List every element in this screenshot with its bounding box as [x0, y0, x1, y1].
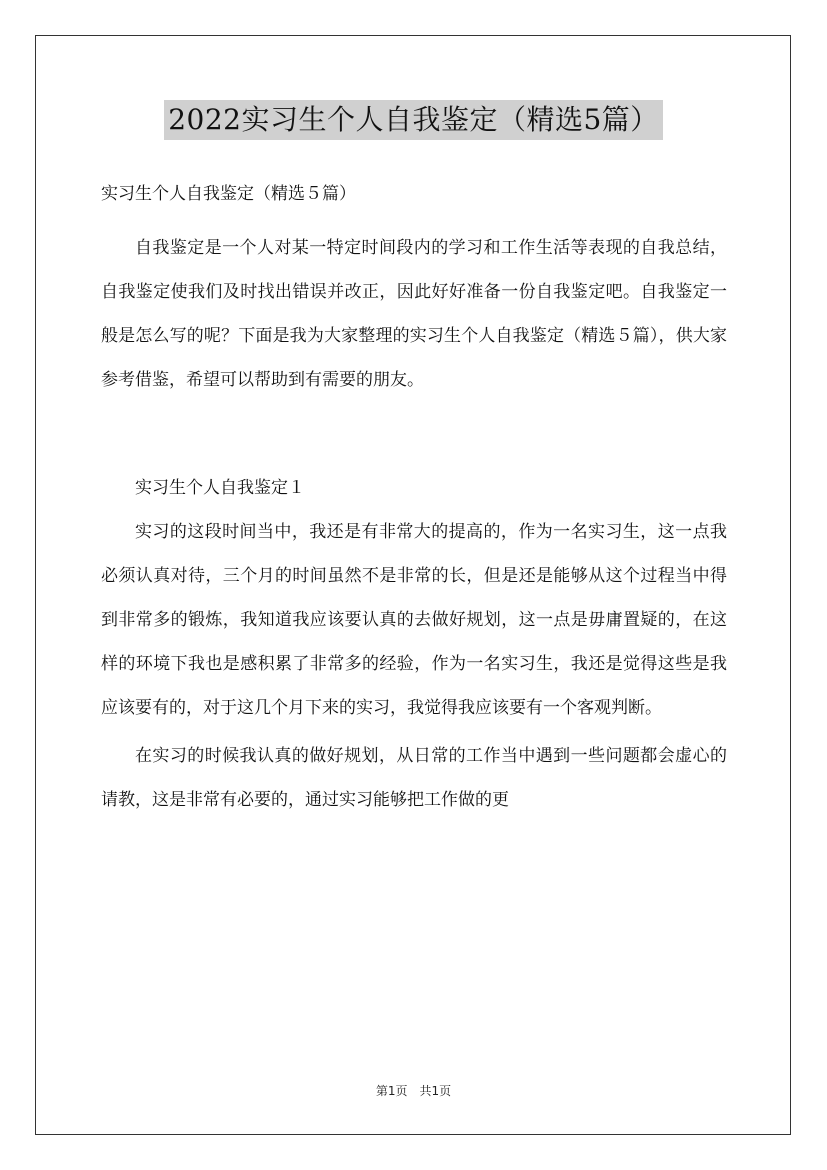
- section1-paragraph-2: 在实习的时候我认真的做好规划，从日常的工作当中遇到一些问题都会虚心的请教，这是非常有必要的，通过实习能够把工作做的更: [101, 746, 727, 810]
- document-subtitle: 实习生个人自我鉴定（精选５篇）: [101, 184, 356, 204]
- section-heading-1: 实习生个人自我鉴定１: [135, 478, 305, 498]
- document-title: 2022实习生个人自我鉴定（精选5篇）: [164, 100, 663, 140]
- document-body: [101, 172, 727, 822]
- section1-paragraph-1: 实习的这段时间当中，我还是有非常大的提高的，作为一名实习生，这一点我必须认真对待，三个月的时间虽然不是非常的长，但是还是能够从这个过程当中得到非常多的锻炼，我知道我应该要认真的去做好规划，这一点是毋庸置疑的，在这样的环境下我也是感积累了非常多的经验，作为一名实习生，我还是觉得这些是我应该要有的，对于这几个月下来的实习，我觉得我应该要有一个客观判断。: [101, 522, 727, 718]
- page-footer: 第1页 共1页: [375, 1084, 452, 1098]
- title-container: [0, 100, 827, 140]
- intro-paragraph: 自我鉴定是一个人对某一特定时间段内的学习和工作生活等表现的自我总结，自我鉴定使我们及时找出错误并改正，因此好好准备一份自我鉴定吧。自我鉴定一般是怎么写的呢？下面是我为大家整理的实习生个人自我鉴定（精选５篇），供大家参考借鉴，希望可以帮助到有需要的朋友。: [101, 238, 727, 390]
